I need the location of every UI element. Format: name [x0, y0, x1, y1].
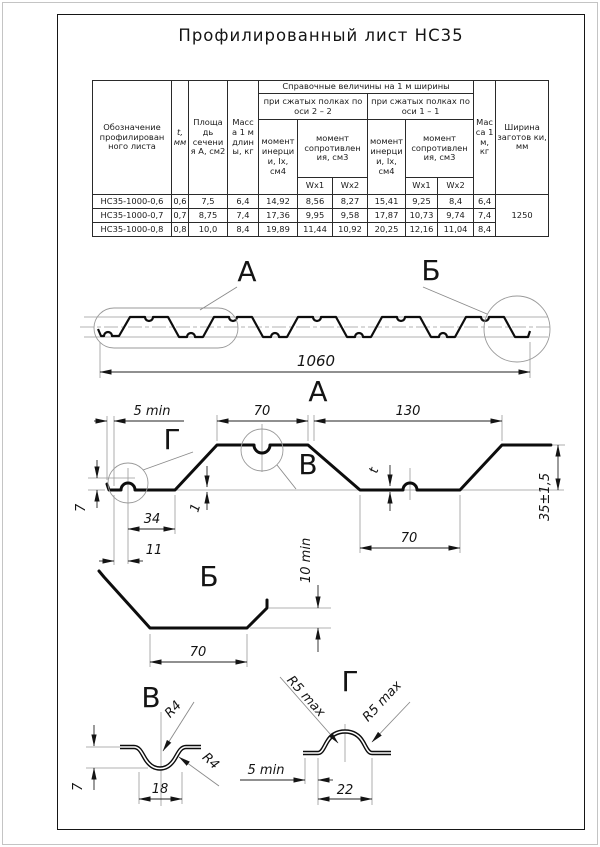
- col-header-wx1: Wx1: [298, 178, 333, 195]
- table-cell: 8,56: [298, 195, 333, 209]
- table-cell: 10,0: [189, 223, 228, 237]
- dim-label-radius-r5-left: R5 max: [283, 673, 328, 721]
- dim-label-height-35: 35±1,5: [538, 472, 553, 521]
- table-cell: 17,87: [368, 209, 406, 223]
- table-cell: 8,4: [474, 223, 496, 237]
- callout-g-label: Г: [163, 423, 181, 456]
- table-cell: 0,7: [172, 209, 189, 223]
- dim-label-11: 11: [145, 543, 163, 558]
- detail-a-marquee: [94, 308, 238, 348]
- dim-label-radius-r4-inner: R4: [162, 698, 185, 722]
- col-header-reference-group: Справочные величины на 1 м ширины: [259, 81, 474, 94]
- col-header-inertia11: момент инерци и, Ix, см4: [368, 120, 406, 195]
- callout-b-label: Б: [421, 254, 441, 287]
- table-cell: 11,04: [438, 223, 474, 237]
- overview-profile-view: [80, 254, 552, 378]
- table-cell: НС35-1000-0,7: [93, 209, 172, 223]
- section-v-groove-profile: [120, 747, 201, 769]
- section-a-title: А: [308, 375, 328, 408]
- col-header-thickness: t, мм: [172, 81, 189, 195]
- dim-label-34: 34: [143, 512, 161, 527]
- col-header-resistance11: момент сопротивлен ия, см3: [406, 120, 474, 178]
- section-b-view: [99, 538, 331, 667]
- col-header-inertia22: момент инерци и, Ix, см4: [259, 120, 298, 195]
- section-v-view: [71, 681, 222, 806]
- table-cell: 7,4: [474, 209, 496, 223]
- table-cell: 17,36: [259, 209, 298, 223]
- table-cell: 9,25: [406, 195, 438, 209]
- dim-label-depth-7: 7: [71, 782, 86, 791]
- table-cell: 8,75: [189, 209, 228, 223]
- dim-label-edge-5min: 5 min: [133, 404, 171, 419]
- table-cell: НС35-1000-0,6: [93, 195, 172, 209]
- col-header-axis22: при сжатых полках по оси 2 – 2: [259, 94, 368, 120]
- callout-v-label: В: [298, 448, 318, 481]
- dim-label-total-width: 1060: [296, 352, 336, 370]
- table-cell: 8,27: [333, 195, 368, 209]
- section-b-profile: [99, 571, 267, 628]
- table-cell: НС35-1000-0,8: [93, 223, 172, 237]
- table-cell: 11,44: [298, 223, 333, 237]
- col-header-axis11: при сжатых полках по оси 1 – 1: [368, 94, 474, 120]
- dim-label-radius-r5-right: R5 max: [359, 678, 405, 725]
- dim-label-edge-5min: 5 min: [247, 763, 285, 778]
- col-header-designation: Обозначение профилирован ного листа: [93, 81, 172, 195]
- table-cell: 14,92: [259, 195, 298, 209]
- table-cell: 7,5: [189, 195, 228, 209]
- table-cell: 15,41: [368, 195, 406, 209]
- table-cell: 10,92: [333, 223, 368, 237]
- dim-label-crest-70: 70: [253, 404, 271, 419]
- table-cell-blank-width: 1250: [496, 195, 549, 237]
- section-a-view: [74, 375, 565, 565]
- table-cell: 9,74: [438, 209, 474, 223]
- dim-label-width-22: 22: [336, 783, 354, 798]
- table-cell: 9,58: [333, 209, 368, 223]
- table-cell: 8,4: [438, 195, 474, 209]
- section-v-title: В: [141, 681, 161, 714]
- table-cell: 10,73: [406, 209, 438, 223]
- table-cell: 7,4: [228, 209, 259, 223]
- drawing-title: Профилированный лист НС35: [178, 26, 464, 45]
- col-header-wx2: Wx2: [438, 178, 474, 195]
- col-header-wx2: Wx2: [333, 178, 368, 195]
- table-cell: 0,8: [172, 223, 189, 237]
- col-header-wx1: Wx1: [406, 178, 438, 195]
- col-header-mass-length: Масс а 1 м длин ы, кг: [228, 81, 259, 195]
- section-b-title: Б: [199, 560, 219, 593]
- table-cell: 8,4: [228, 223, 259, 237]
- dim-label-thickness-t: t: [366, 465, 383, 476]
- section-g-view: [240, 665, 410, 805]
- detail-b-marquee: [484, 296, 550, 362]
- table-cell: 0,6: [172, 195, 189, 209]
- table-cell: 6,4: [474, 195, 496, 209]
- dim-label-pitch-130: 130: [395, 404, 421, 419]
- table-cell: 12,16: [406, 223, 438, 237]
- dim-label-valley-70: 70: [189, 645, 207, 660]
- table-cell: 19,89: [259, 223, 298, 237]
- table-cell: 6,4: [228, 195, 259, 209]
- dim-label-bump-height-7: 7: [74, 503, 89, 512]
- dim-label-lip-10min: 10 min: [299, 537, 314, 583]
- table-cell: 9,95: [298, 209, 333, 223]
- callout-a-label: А: [237, 255, 257, 288]
- col-header-resistance22: момент сопротивлен ия, см3: [298, 120, 368, 178]
- dim-label-width-18: 18: [151, 782, 169, 797]
- dim-label-radius-r4-outer: R4: [198, 750, 222, 773]
- col-header-blank-width: Ширина заготов ки, мм: [496, 81, 549, 195]
- col-header-area: Площа дь сечени я А, см2: [189, 81, 228, 195]
- dim-label-valley-70: 70: [400, 531, 418, 546]
- section-g-bump-profile: [303, 732, 391, 754]
- table-cell: 20,25: [368, 223, 406, 237]
- section-g-title: Г: [341, 665, 359, 698]
- dim-label-1: 1: [187, 501, 205, 515]
- col-header-mass: Мас са 1 м, кг: [474, 81, 496, 195]
